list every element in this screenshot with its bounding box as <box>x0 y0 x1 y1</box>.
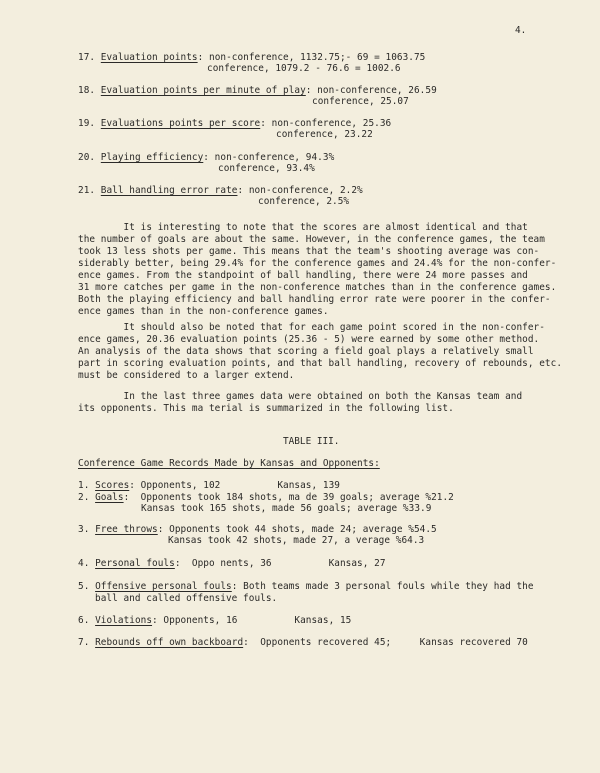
record-goals: 2. Goals: Opponents took 184 shots, ma de 39 goals; average %21.2 <box>78 492 454 503</box>
table-subtitle: Conference Game Records Made by Kansas and Opponents: <box>78 458 380 469</box>
record-scores: 1. Scores: Opponents, 102 Kansas, 139 <box>78 480 340 491</box>
table-title: TABLE III. <box>283 436 340 447</box>
record-free-throws-line2: Kansas took 42 shots, made 27, a verage %64.3 <box>168 535 425 546</box>
record-goals-line2: Kansas took 165 shots, made 56 goals; average %33.9 <box>141 503 432 514</box>
item-21-line2: conference, 2.5% <box>258 196 350 207</box>
item-17-line2: conference, 1079.2 - 76.6 = 1002.6 <box>207 63 401 74</box>
record-offensive-fouls-line2: ball and called offensive fouls. <box>95 593 278 604</box>
record-free-throws: 3. Free throws: Opponents took 44 shots, made 24; average %54.5 <box>78 524 437 535</box>
item-19-line2: conference, 23.22 <box>276 129 373 140</box>
item-20: 20. Playing efficiency: non-conference, 94.3% <box>78 152 335 163</box>
item-20-line2: conference, 93.4% <box>218 163 315 174</box>
record-personal-fouls: 4. Personal fouls: Oppo nents, 36 Kansas, 27 <box>78 558 386 569</box>
record-violations: 6. Violations: Opponents, 16 Kansas, 15 <box>78 615 352 626</box>
record-offensive-fouls: 5. Offensive personal fouls: Both teams made 3 personal fouls while they had the <box>78 581 534 592</box>
record-rebounds: 7. Rebounds off own backboard: Opponents recovered 45; Kansas recovered 70 <box>78 637 528 648</box>
page-number: 4. <box>515 25 527 36</box>
item-18: 18. Evaluation points per minute of play: non-conference, 26.59 <box>78 85 437 96</box>
item-21: 21. Ball handling error rate: non-conference, 2.2% <box>78 185 363 196</box>
item-18-line2: conference, 25.07 <box>312 96 409 107</box>
item-19: 19. Evaluations points per score: non-conference, 25.36 <box>78 118 392 129</box>
document-page: 4. 17. Evaluation points: non-conference, 1132.75;- 69 = 1063.75 conference, 1079.2 - 76.6 = 1002.6 18. Evaluation points per minute of play: non-conference, 26.59 conference, 25.07 19. Evaluations points per score: non-conference, 25.36 conference, 23.22 20. Playing efficiency: non-conference, 94.3% conference, 93.4% 21. Ball handling error rate: non-conference, 2.2% conference, 2.5% It is interesting to note that the scores are almost identical and that the number of goals are about the same. However, in the conference games, the team took 13 less shots per game. This means that the team's shooting average was con- siderably better, being 29.4% for the conference games and 24.4% for the non-confer- ence games. From the standpoint of ball handling, there were 24 more passes and 31 more catches per game in the non-conference matches than in the conference games. Both the playing efficiency and ball handling error rate were poorer in the confer- ence games than in the non-conference games. It should also be noted that for each game point scored in the non-confer- ence games, 20.36 evaluation points (25.36 - 5) were earned by some other method. An analysis of the data shows that scoring a field goal plays a relatively small part in scoring evaluation points, and that ball handling, recovery of rebounds, etc. must be considered to a larger extend. In the last three games data were obtained on both the Kansas team and its opponents. This ma terial is summarized in the following list. TABLE III. Conference Game Records Made by Kansas and Opponents: 1. Scores: Opponents, 102 Kansas, 139 2. Goals: Opponents took 184 shots, ma de 39 goals; average %21.2 Kansas took 165 shots, made 56 goals; average %33.9 3. Free throws: Opponents took 44 shots, made 24; average %54.5 Kansas took 42 shots, made 27, a verage %64.3 4. Personal fouls: Oppo nents, 36 Kansas, 27 5. Offensive personal fouls: Both teams made 3 personal fouls while they had the ball and called offensive fouls. 6. Violations: Opponents, 16 Kansas, 15 7. Rebounds off own backboard: Opponents recovered 45; Kansas recovered 70 <box>0 0 600 773</box>
item-17: 17. Evaluation points: non-conference, 1132.75;- 69 = 1063.75 <box>78 52 426 63</box>
